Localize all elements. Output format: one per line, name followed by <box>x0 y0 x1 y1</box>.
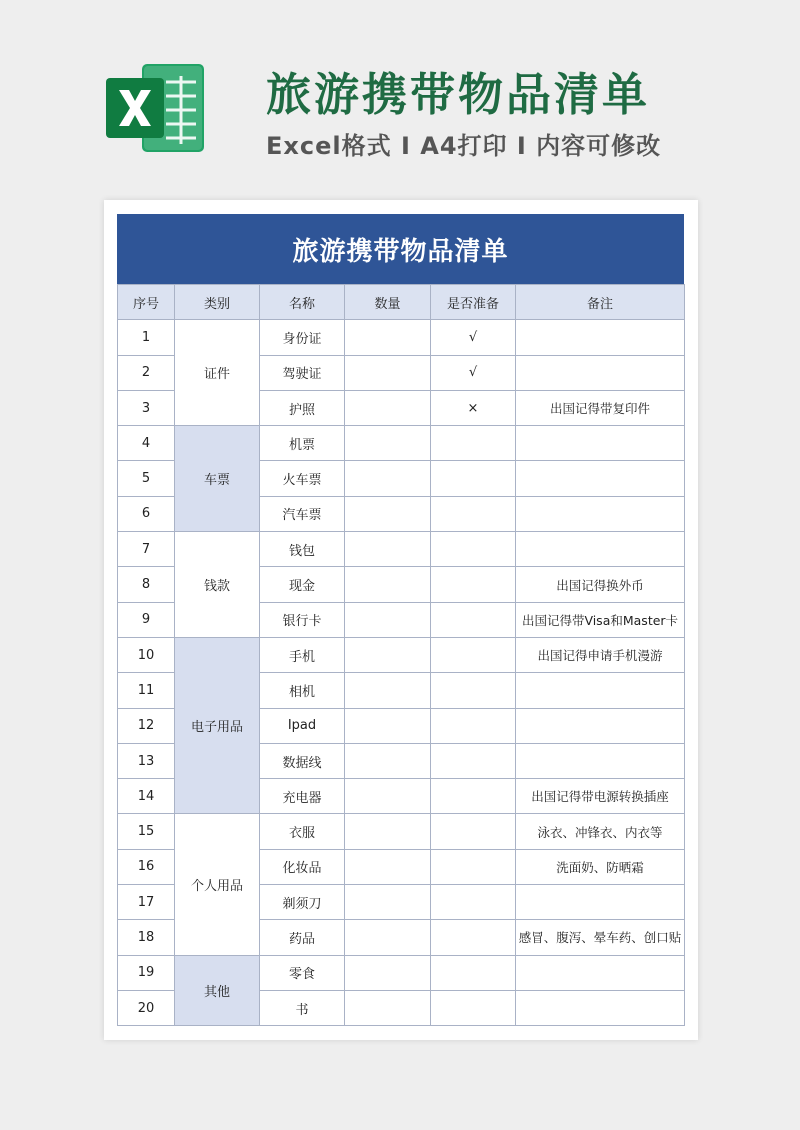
col-header-category: 类别 <box>175 285 260 320</box>
excel-logo-icon <box>104 56 208 160</box>
ready-cell[interactable] <box>431 814 516 849</box>
table-row <box>118 814 685 849</box>
header-subtitle: Excel格式 I A4打印 I 内容可修改 <box>266 132 662 160</box>
col-header-ready: 是否准备 <box>431 285 516 320</box>
ready-cell[interactable] <box>431 496 516 531</box>
item-name[interactable]: 火车票 <box>260 461 345 496</box>
table-row <box>118 637 685 672</box>
item-name[interactable]: 机票 <box>260 426 345 461</box>
table-row <box>118 532 685 567</box>
row-number[interactable]: 10 <box>118 637 175 672</box>
quantity-cell[interactable] <box>345 355 431 390</box>
ready-cell[interactable]: × <box>431 390 516 425</box>
quantity-cell[interactable] <box>345 920 431 955</box>
quantity-cell[interactable] <box>345 708 431 743</box>
item-name[interactable]: 钱包 <box>260 532 345 567</box>
row-number[interactable]: 8 <box>118 567 175 602</box>
note-cell[interactable]: 出国记得换外币 <box>516 567 685 602</box>
item-name[interactable]: 手机 <box>260 637 345 672</box>
page-header <box>0 0 800 200</box>
note-cell[interactable] <box>516 990 685 1025</box>
item-name[interactable]: 护照 <box>260 390 345 425</box>
note-cell[interactable] <box>516 743 685 778</box>
quantity-cell[interactable] <box>345 673 431 708</box>
ready-cell[interactable]: √ <box>431 355 516 390</box>
row-number[interactable]: 13 <box>118 743 175 778</box>
ready-cell[interactable] <box>431 532 516 567</box>
ready-cell[interactable] <box>431 990 516 1025</box>
quantity-cell[interactable] <box>345 849 431 884</box>
quantity-cell[interactable] <box>345 496 431 531</box>
row-number[interactable]: 17 <box>118 885 175 920</box>
row-number[interactable]: 14 <box>118 779 175 814</box>
table-row <box>118 426 685 461</box>
note-cell[interactable] <box>516 532 685 567</box>
item-name[interactable]: 汽车票 <box>260 496 345 531</box>
quantity-cell[interactable] <box>345 990 431 1025</box>
row-number[interactable]: 20 <box>118 990 175 1025</box>
note-cell[interactable]: 出国记得带复印件 <box>516 390 685 425</box>
item-name[interactable]: 书 <box>260 990 345 1025</box>
row-number[interactable]: 12 <box>118 708 175 743</box>
item-name[interactable]: 相机 <box>260 673 345 708</box>
category-cell[interactable]: 其他 <box>175 955 260 1026</box>
table-title-banner: 旅游携带物品清单 <box>117 214 684 284</box>
packing-list-table <box>117 284 685 1026</box>
header-title: 旅游携带物品清单 <box>266 68 651 121</box>
item-name[interactable]: 衣服 <box>260 814 345 849</box>
ready-cell[interactable] <box>431 602 516 637</box>
note-cell[interactable]: 感冒、腹泻、晕车药、创口贴 <box>516 920 685 955</box>
quantity-cell[interactable] <box>345 602 431 637</box>
note-cell[interactable] <box>516 320 685 355</box>
ready-cell[interactable] <box>431 743 516 778</box>
note-cell[interactable] <box>516 496 685 531</box>
note-cell[interactable] <box>516 708 685 743</box>
category-cell[interactable]: 证件 <box>175 320 260 426</box>
row-number[interactable]: 7 <box>118 532 175 567</box>
row-number[interactable]: 1 <box>118 320 175 355</box>
category-cell[interactable]: 个人用品 <box>175 814 260 955</box>
quantity-cell[interactable] <box>345 390 431 425</box>
row-number[interactable]: 18 <box>118 920 175 955</box>
item-name[interactable]: 零食 <box>260 955 345 990</box>
ready-cell[interactable] <box>431 637 516 672</box>
item-name[interactable]: 银行卡 <box>260 602 345 637</box>
ready-cell[interactable] <box>431 779 516 814</box>
col-header-no: 序号 <box>118 285 175 320</box>
ready-cell[interactable]: √ <box>431 320 516 355</box>
row-number[interactable]: 11 <box>118 673 175 708</box>
category-cell[interactable]: 钱款 <box>175 532 260 638</box>
note-cell[interactable] <box>516 355 685 390</box>
item-name[interactable]: 剃须刀 <box>260 885 345 920</box>
note-cell[interactable]: 出国记得带电源转换插座 <box>516 779 685 814</box>
quantity-cell[interactable] <box>345 779 431 814</box>
quantity-cell[interactable] <box>345 567 431 602</box>
item-name[interactable]: 身份证 <box>260 320 345 355</box>
note-cell[interactable] <box>516 673 685 708</box>
ready-cell[interactable] <box>431 461 516 496</box>
ready-cell[interactable] <box>431 673 516 708</box>
ready-cell[interactable] <box>431 708 516 743</box>
item-name[interactable]: 药品 <box>260 920 345 955</box>
quantity-cell[interactable] <box>345 885 431 920</box>
item-name[interactable]: 现金 <box>260 567 345 602</box>
col-header-note: 备注 <box>516 285 685 320</box>
col-header-quantity: 数量 <box>345 285 431 320</box>
quantity-cell[interactable] <box>345 532 431 567</box>
quantity-cell[interactable] <box>345 426 431 461</box>
table-row <box>118 955 685 990</box>
quantity-cell[interactable] <box>345 320 431 355</box>
note-cell[interactable] <box>516 955 685 990</box>
ready-cell[interactable] <box>431 426 516 461</box>
note-cell[interactable]: 出国记得申请手机漫游 <box>516 637 685 672</box>
category-cell[interactable]: 车票 <box>175 426 260 532</box>
note-cell[interactable]: 洗面奶、防晒霜 <box>516 849 685 884</box>
note-cell[interactable]: 泳衣、冲锋衣、内衣等 <box>516 814 685 849</box>
ready-cell[interactable] <box>431 955 516 990</box>
category-cell[interactable]: 电子用品 <box>175 637 260 813</box>
header-row <box>118 285 685 320</box>
note-cell[interactable] <box>516 461 685 496</box>
quantity-cell[interactable] <box>345 814 431 849</box>
ready-cell[interactable] <box>431 567 516 602</box>
ready-cell[interactable] <box>431 849 516 884</box>
row-number[interactable]: 15 <box>118 814 175 849</box>
quantity-cell[interactable] <box>345 743 431 778</box>
item-name[interactable]: 化妆品 <box>260 849 345 884</box>
note-cell[interactable] <box>516 885 685 920</box>
note-cell[interactable]: 出国记得带Visa和Master卡 <box>516 602 685 637</box>
col-header-name: 名称 <box>260 285 345 320</box>
ready-cell[interactable] <box>431 885 516 920</box>
row-number[interactable]: 6 <box>118 496 175 531</box>
ready-cell[interactable] <box>431 920 516 955</box>
table-row <box>118 320 685 355</box>
quantity-cell[interactable] <box>345 637 431 672</box>
quantity-cell[interactable] <box>345 955 431 990</box>
row-number[interactable]: 3 <box>118 390 175 425</box>
row-number[interactable]: 2 <box>118 355 175 390</box>
row-number[interactable]: 4 <box>118 426 175 461</box>
row-number[interactable]: 16 <box>118 849 175 884</box>
item-name[interactable]: 驾驶证 <box>260 355 345 390</box>
item-name[interactable]: 充电器 <box>260 779 345 814</box>
note-cell[interactable] <box>516 426 685 461</box>
row-number[interactable]: 5 <box>118 461 175 496</box>
item-name[interactable]: 数据线 <box>260 743 345 778</box>
item-name[interactable]: Ipad <box>260 708 345 743</box>
quantity-cell[interactable] <box>345 461 431 496</box>
row-number[interactable]: 9 <box>118 602 175 637</box>
row-number[interactable]: 19 <box>118 955 175 990</box>
